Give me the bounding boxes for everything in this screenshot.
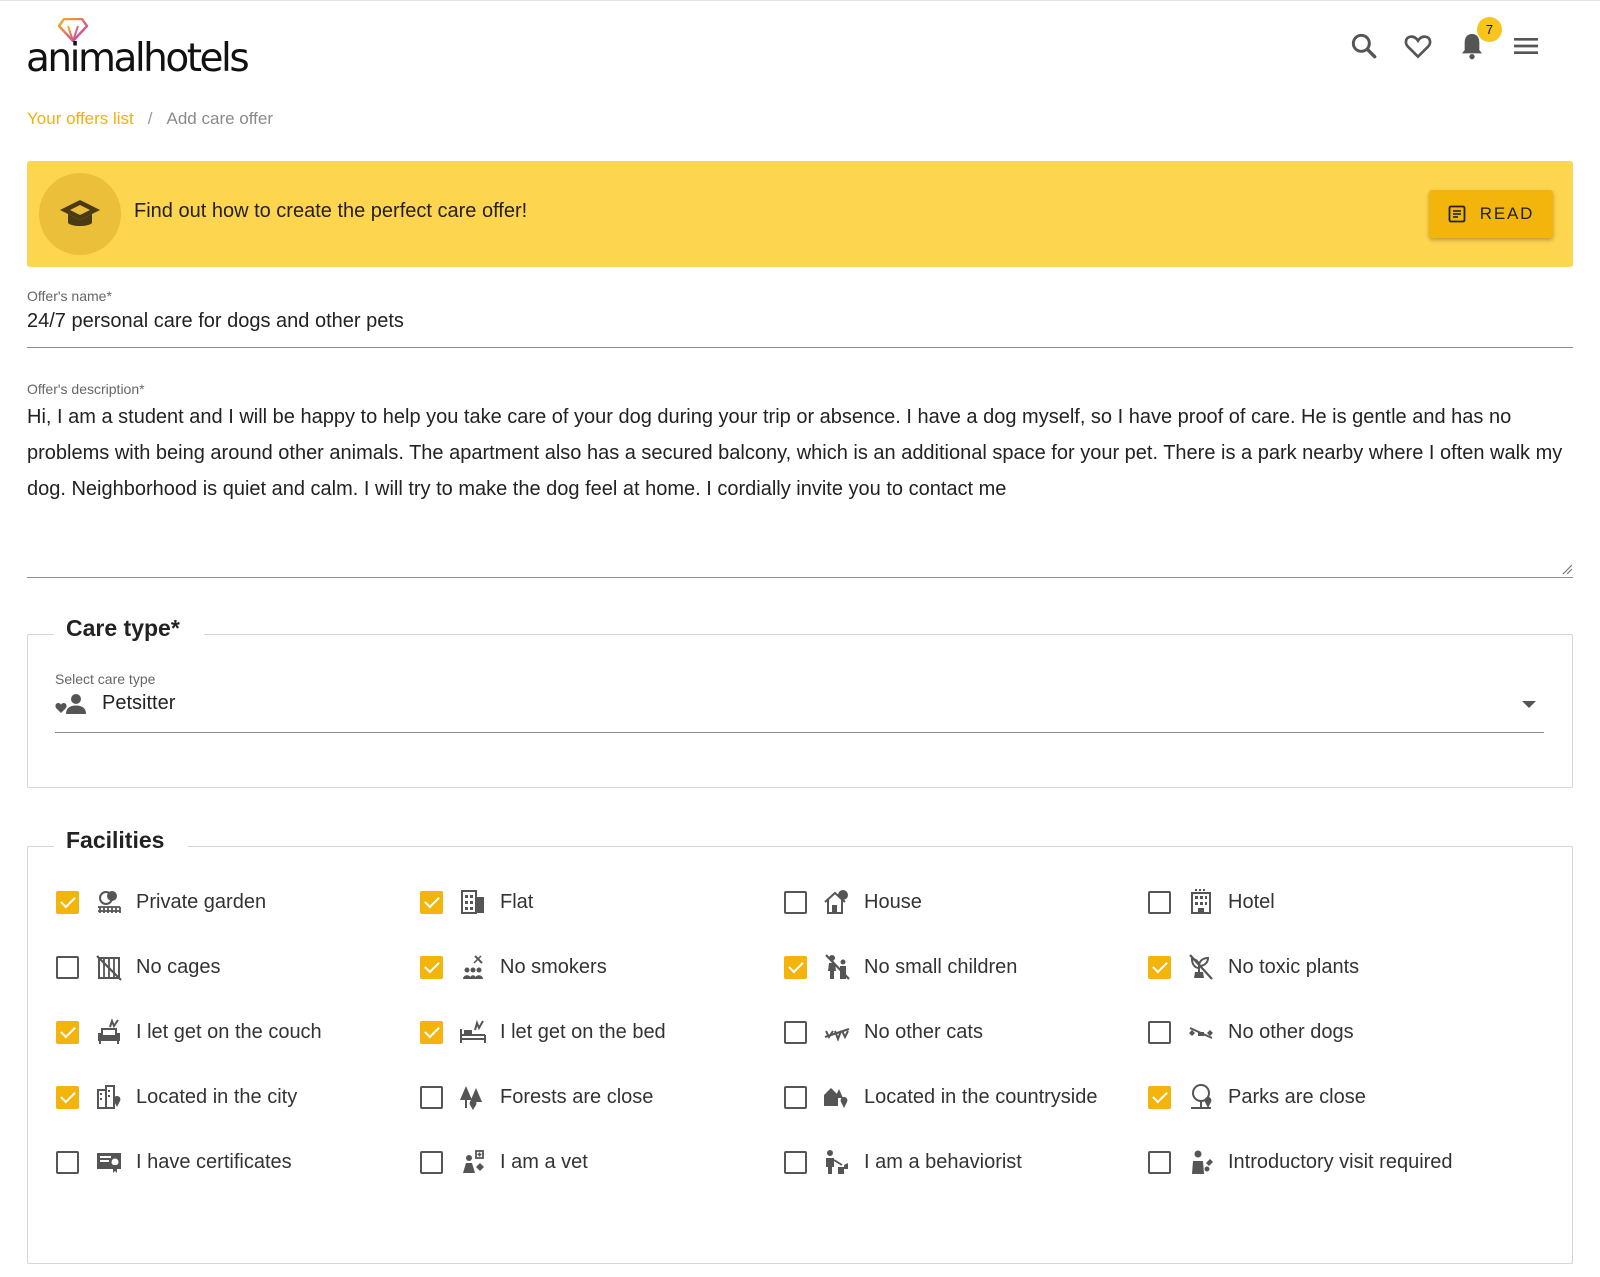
no-dogs-icon: [1186, 1017, 1216, 1047]
logo[interactable]: [26, 18, 256, 81]
facility-option[interactable]: [784, 1080, 1098, 1114]
tips-banner: [27, 161, 1573, 267]
checkbox-unchecked[interactable]: [1148, 891, 1171, 914]
document-icon: [1448, 205, 1466, 223]
checkbox-checked[interactable]: [56, 1086, 79, 1109]
facility-option[interactable]: [56, 950, 221, 984]
facility-label: I am a behaviorist: [864, 1150, 1022, 1173]
facility-label: No other dogs: [1228, 1020, 1354, 1043]
facility-label: Flat: [500, 890, 534, 913]
facility-option[interactable]: [56, 885, 266, 919]
offer-description-label: Offer's description*: [27, 381, 145, 397]
city-icon: [94, 1082, 124, 1112]
facility-label: Hotel: [1228, 890, 1275, 913]
countryside-icon: [822, 1082, 852, 1112]
facility-label: I am a vet: [500, 1150, 588, 1173]
menu-icon[interactable]: [1510, 30, 1542, 62]
facility-option[interactable]: [56, 1015, 322, 1049]
certificate-icon: [94, 1147, 124, 1177]
facility-option[interactable]: [1148, 885, 1275, 919]
banner-icon-circle: [39, 173, 121, 255]
checkbox-checked[interactable]: [1148, 956, 1171, 979]
header-actions: [1348, 22, 1542, 62]
behaviorist-icon: [822, 1147, 852, 1177]
facility-option[interactable]: [1148, 950, 1359, 984]
facility-label: Located in the city: [136, 1085, 298, 1108]
care-type-selected-value: Petsitter: [102, 692, 176, 714]
offer-name-input[interactable]: 24/7 personal care for dogs and other pets: [27, 310, 404, 332]
read-button-label: READ: [1479, 204, 1535, 223]
breadcrumb-separator: /: [147, 109, 153, 128]
visit-icon: [1186, 1147, 1216, 1177]
facility-label: Private garden: [136, 890, 267, 913]
facility-option[interactable]: [1148, 1015, 1354, 1049]
bed-icon: [458, 1017, 488, 1047]
facility-option[interactable]: [56, 1145, 292, 1179]
checkbox-unchecked[interactable]: [420, 1151, 443, 1174]
facility-option[interactable]: [420, 1145, 588, 1179]
facility-label: Parks are close: [1228, 1085, 1366, 1108]
checkbox-unchecked[interactable]: [784, 1151, 807, 1174]
facilities-section: [27, 827, 1573, 1264]
facility-option[interactable]: [420, 1080, 653, 1114]
facility-label: I let get on the bed: [500, 1020, 666, 1043]
care-type-select[interactable]: [55, 671, 1544, 733]
no-smokers-icon: [458, 952, 488, 982]
checkbox-checked[interactable]: [784, 956, 807, 979]
care-type-select-label: Select care type: [55, 671, 156, 687]
breadcrumb-offers-list[interactable]: Your offers list: [27, 109, 134, 128]
no-cats-icon: [822, 1017, 852, 1047]
no-children-icon: [822, 952, 852, 982]
facility-label: No toxic plants: [1228, 955, 1360, 978]
checkbox-unchecked[interactable]: [56, 956, 79, 979]
facility-label: House: [864, 890, 922, 913]
care-type-legend: Care type*: [54, 615, 204, 642]
hotel-icon: [1186, 887, 1216, 917]
checkbox-unchecked[interactable]: [1148, 1021, 1171, 1044]
checkbox-checked[interactable]: [420, 891, 443, 914]
offer-name-label: Offer's name*: [27, 288, 112, 304]
facility-label: No other cats: [864, 1020, 983, 1043]
read-button[interactable]: [1429, 190, 1553, 238]
facility-option[interactable]: [56, 1080, 297, 1114]
checkbox-checked[interactable]: [420, 956, 443, 979]
forest-icon: [458, 1082, 488, 1112]
banner-text: Find out how to create the perfect care offer!: [134, 200, 528, 222]
no-toxic-plants-icon: [1186, 952, 1216, 982]
facility-label: I have certificates: [136, 1150, 292, 1173]
facility-label: Introductory visit required: [1228, 1150, 1453, 1173]
offer-description-field[interactable]: [27, 381, 1573, 578]
garden-icon: [94, 887, 124, 917]
facility-option[interactable]: [784, 950, 1017, 984]
facility-option[interactable]: [784, 1015, 983, 1049]
facility-label: No smokers: [500, 955, 607, 978]
checkbox-checked[interactable]: [1148, 1086, 1171, 1109]
checkbox-unchecked[interactable]: [1148, 1151, 1171, 1174]
petsitter-icon: [55, 693, 86, 715]
graduation-cap-icon: [59, 197, 101, 231]
park-icon: [1186, 1082, 1216, 1112]
care-type-section: [27, 615, 1573, 788]
checkbox-unchecked[interactable]: [784, 891, 807, 914]
house-icon: [822, 887, 852, 917]
checkbox-unchecked[interactable]: [784, 1086, 807, 1109]
checkbox-unchecked[interactable]: [56, 1151, 79, 1174]
facility-option[interactable]: [1148, 1080, 1366, 1114]
facility-option[interactable]: [784, 885, 922, 919]
checkbox-unchecked[interactable]: [420, 1086, 443, 1109]
breadcrumb-current: Add care offer: [166, 109, 273, 128]
facilities-legend: Facilities: [54, 827, 188, 854]
offer-name-field[interactable]: [27, 288, 1573, 348]
couch-icon: [94, 1017, 124, 1047]
checkbox-checked[interactable]: [420, 1021, 443, 1044]
resize-handle-icon[interactable]: [1561, 563, 1573, 575]
dropdown-arrow-icon[interactable]: [1522, 701, 1536, 708]
checkbox-checked[interactable]: [56, 1021, 79, 1044]
heart-icon[interactable]: [1402, 30, 1434, 62]
checkbox-checked[interactable]: [56, 891, 79, 914]
facility-option[interactable]: [1148, 1145, 1453, 1179]
offer-description-textarea[interactable]: Hi, I am a student and I will be happy to help you take care of your dog during your trip or absence. I have a dog myself, so I have proof of care. He is gentle and has no problems with being around other animals. The apartment also has a secured balcony, which is an additional space for your pet. There is a park nearby where I often walk my dog. Neighborhood is quiet and calm. I will try to make the dog feel at home. I cordially invite you to contact me: [27, 406, 1563, 500]
facility-label: I let get on the couch: [136, 1020, 322, 1043]
logo-text: animalhotels: [26, 36, 248, 81]
no-cages-icon: [94, 952, 124, 982]
facility-label: Located in the countryside: [864, 1085, 1098, 1108]
breadcrumb: [27, 109, 273, 129]
search-icon[interactable]: [1348, 30, 1380, 62]
facility-option[interactable]: [420, 950, 607, 984]
facility-label: Forests are close: [500, 1085, 654, 1108]
notification-badge: 7: [1477, 17, 1502, 42]
facility-label: No cages: [136, 955, 221, 978]
flat-icon: [458, 887, 488, 917]
facility-label: No small children: [864, 955, 1018, 978]
vet-icon: [458, 1147, 488, 1177]
top-border: [0, 0, 1600, 1]
checkbox-unchecked[interactable]: [784, 1021, 807, 1044]
bell-icon[interactable]: [1456, 22, 1494, 62]
facility-option[interactable]: [420, 885, 533, 919]
facility-option[interactable]: [784, 1145, 1022, 1179]
facility-option[interactable]: [420, 1015, 666, 1049]
